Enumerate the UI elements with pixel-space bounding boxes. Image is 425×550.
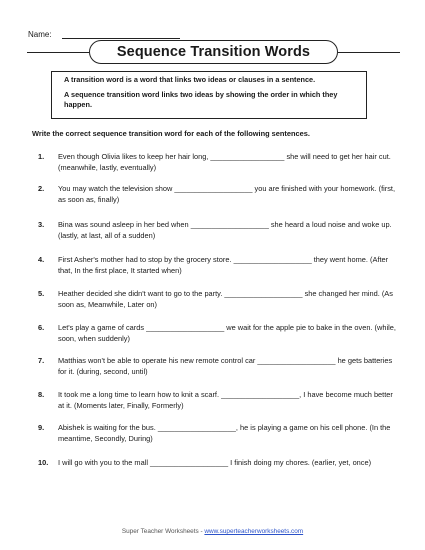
question-text: Abishek is waiting for the bus. ___________________, he is playing a game on his cell phone. (In the meantime, Secondly, During) [58,423,391,443]
instructions: Write the correct sequence transition word for each of the following sentences. [32,129,310,138]
question-number: 9. [38,423,45,432]
question-number: 2. [38,184,45,193]
name-field-line[interactable] [62,38,180,39]
title-rule-right [338,52,400,53]
question-number: 6. [38,323,45,332]
question-text: Heather decided she didn't want to go to the party. ___________________ she changed her mind. (As soon as, Meanwhile, Later on) [58,289,393,309]
question-text: Even though Olivia likes to keep her hair long, __________________ she will need to get her hair cut. (meanwhile, lastly, eventually) [58,152,391,172]
question-text: Bina was sound asleep in her bed when ___________________ she heard a loud noise and woke up. (lastly, at last, all of a sudden) [58,220,392,240]
title-rule-left [27,52,89,53]
name-label: Name: [28,30,52,39]
definition-transition-word: A transition word is a word that links two ideas or clauses in a sentence. [64,75,316,84]
question-number: 4. [38,255,45,264]
footer-link[interactable]: www.superteacherworksheets.com [204,528,304,535]
question-number: 8. [38,390,45,399]
footer [0,528,425,535]
question-text: First Asher's mother had to stop by the grocery store. ___________________ they went home. (After that, In the first place, It started when) [58,255,389,275]
definition-box [51,71,367,119]
definition-sequence-word: A sequence transition word links two ideas by showing the order in which they happen. [64,90,338,109]
question-text: Matthias won't be able to operate his new remote control car ___________________ he gets batteries for it. (during, second, until) [58,356,393,376]
question-number: 10. [38,458,49,467]
question-number: 5. [38,289,45,298]
question-text: Let's play a game of cards ___________________ we wait for the apple pie to bake in the oven. (while, soon, when suddenly) [58,323,396,343]
page-title: Sequence Transition Words [89,40,338,64]
question-text: I will go with you to the mall ___________________ I finish doing my chores. (earlier, yet, once) [58,458,372,467]
footer-source: Super Teacher Worksheets - [121,528,203,535]
question-text: You may watch the television show ___________________ you are finished with your homework. (first, as soon as, finally) [58,184,396,204]
question-number: 1. [38,152,45,161]
question-number: 3. [38,220,45,229]
question-number: 7. [38,356,45,365]
question-text: It took me a long time to learn how to knit a scarf. ___________________, I have become much better at it. (Moments later, Finally, Formerly) [58,390,393,410]
